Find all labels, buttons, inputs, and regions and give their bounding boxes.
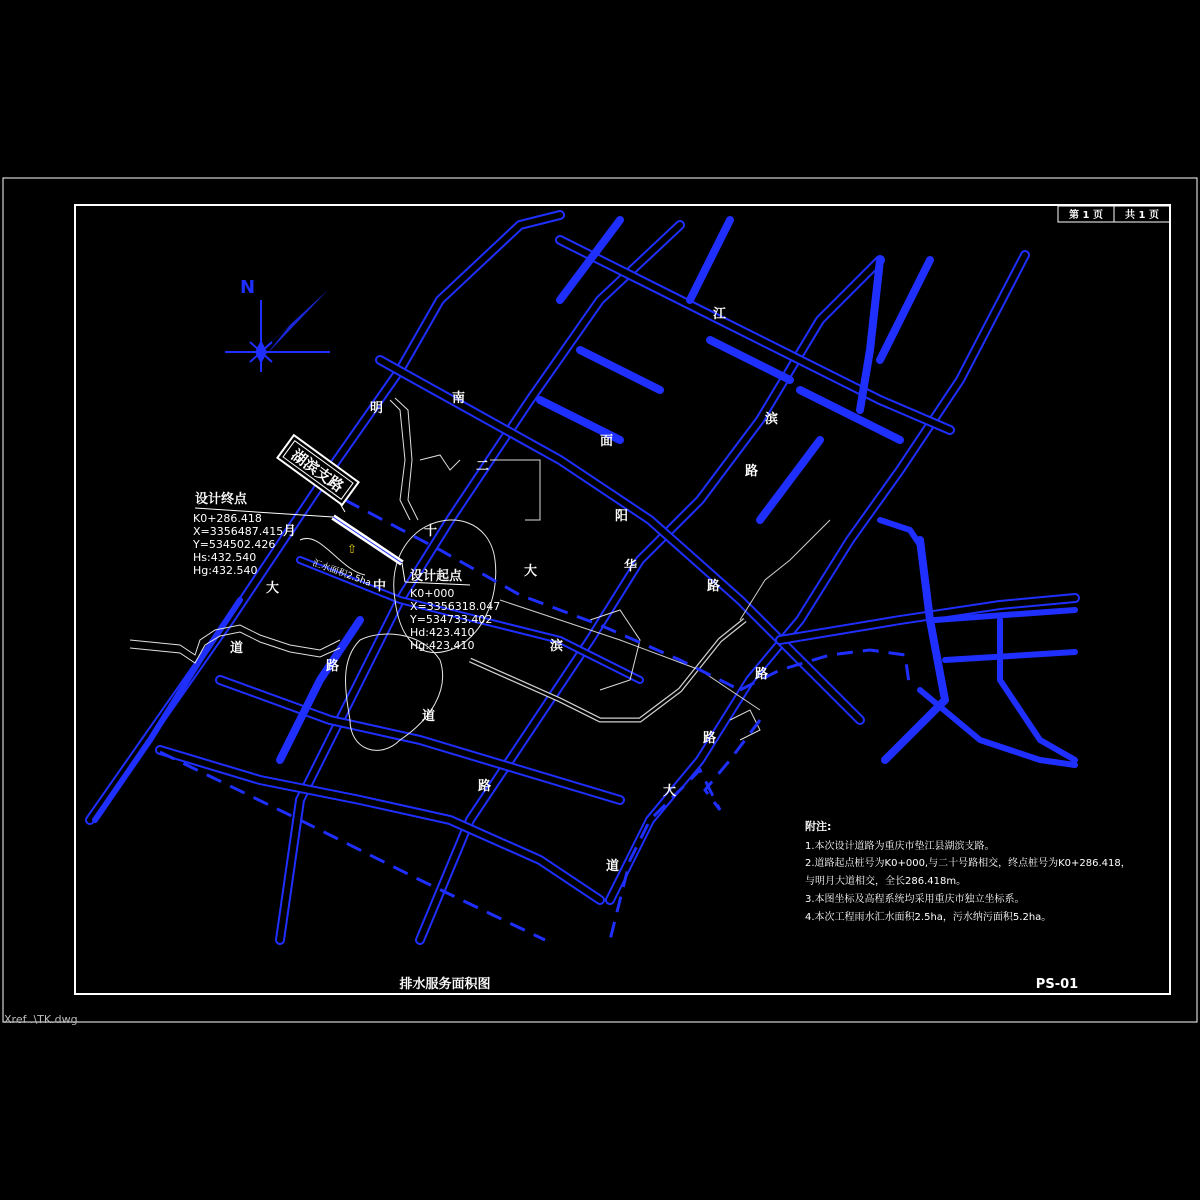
note-line: 与明月大道相交，全长286.418m。 <box>805 876 967 887</box>
building-outlines <box>420 455 760 740</box>
notes-heading: 附注: <box>805 820 832 833</box>
road-char: 江 <box>713 307 727 322</box>
road-east <box>780 520 1075 765</box>
road-char: 路 <box>703 731 717 746</box>
end-point-x: X=3356487.415 <box>193 525 284 538</box>
note-line: 3.本图坐标及高程系统均采用重庆市独立坐标系。 <box>805 894 1025 905</box>
road-char: 大 <box>524 564 538 579</box>
road-char: 大 <box>266 581 280 596</box>
drawing-number: PS-01 <box>1035 977 1079 992</box>
road-char: 路 <box>755 667 769 682</box>
start-point-info <box>409 568 500 652</box>
road-char: 二 <box>476 459 490 474</box>
road-char: 路 <box>745 464 759 479</box>
notes <box>805 819 1131 923</box>
road-char: 月 <box>283 524 297 539</box>
north-arrow-icon <box>225 290 330 372</box>
road-char: 道 <box>422 709 436 724</box>
note-line: 4.本次工程雨水汇水面积2.5ha，污水纳污面积5.2ha。 <box>805 912 1052 923</box>
catchment-label: 汇水面积2.5ha <box>310 558 373 589</box>
start-point-hd: Hd:423.410 <box>410 626 475 639</box>
road-char: 中 <box>373 579 387 594</box>
road-char: 阳 <box>615 509 629 524</box>
start-point-title: 设计起点 <box>410 569 463 584</box>
road-char: 滨 <box>765 412 779 427</box>
end-point-k: K0+286.418 <box>193 512 262 525</box>
xref-path: Xref .\TK.dwg <box>4 1013 78 1026</box>
start-point-x: X=3356318.047 <box>410 600 501 613</box>
flow-arrow-icon: ⇧ <box>347 542 358 556</box>
road-char: 路 <box>326 659 340 674</box>
road-char: 南 <box>452 391 466 406</box>
road-diag-3 <box>610 255 1025 900</box>
end-point-y: Y=534502.426 <box>193 538 276 551</box>
page-box <box>1058 206 1170 222</box>
road-char: 十 <box>424 524 438 539</box>
page-number-label: 第 1 页 <box>1069 210 1103 221</box>
start-point-hg: Hg:423.410 <box>410 639 475 652</box>
north-label: N <box>240 277 256 298</box>
road-char: 滨 <box>550 639 564 654</box>
note-line: 2.道路起点桩号为K0+000,与二十号路相交，终点桩号为K0+286.418， <box>805 858 1131 869</box>
road-char: 明 <box>370 401 384 416</box>
end-point-title: 设计终点 <box>195 492 248 507</box>
road-char: 道 <box>230 641 244 656</box>
drawing-title: 排水服务面积图 <box>399 977 491 992</box>
note-line: 1.本次设计道路为重庆市垫江县湖滨支路。 <box>805 841 995 852</box>
road-char: 大 <box>663 784 677 799</box>
end-point-hg: Hg:432.540 <box>193 564 258 577</box>
road-char: 面 <box>600 434 614 449</box>
road-char: 路 <box>707 579 721 594</box>
start-point-y: Y=534733.402 <box>410 613 493 626</box>
end-point-hs: Hs:432.540 <box>193 551 257 564</box>
road-mingyue <box>90 215 560 820</box>
start-point-k: K0+000 <box>410 587 455 600</box>
road-network <box>90 215 1075 940</box>
road-char: 路 <box>478 779 492 794</box>
road-char: 道 <box>606 859 620 874</box>
road-name-tag-text: 湖滨支路 <box>287 445 347 496</box>
page-total-label: 共 1 页 <box>1125 210 1159 221</box>
road-char: 华 <box>624 559 638 574</box>
